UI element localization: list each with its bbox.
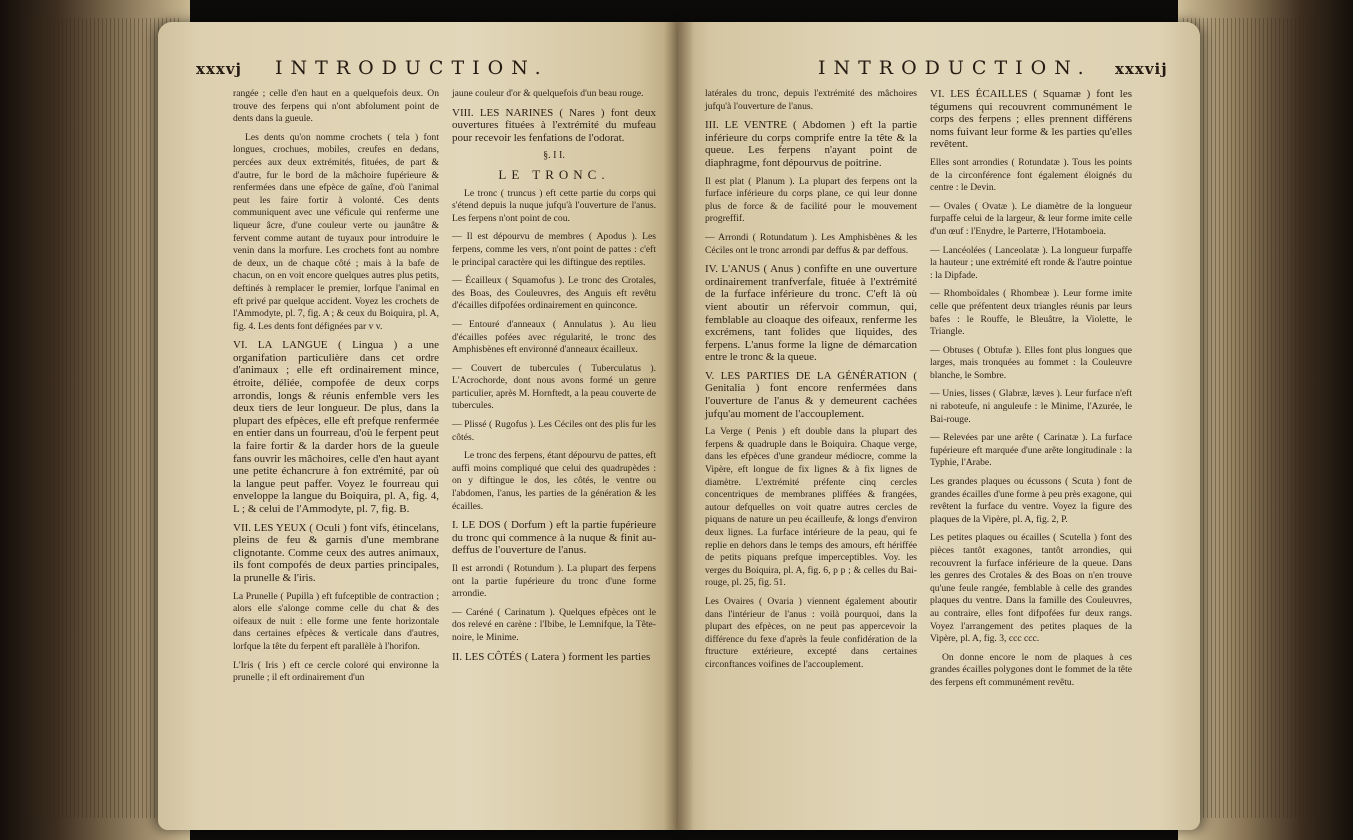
paragraph: — Obtuses ( Obtufæ ). Elles font plus longues que larges, mais tronquées au fommet : la Couleuvre blanche, le Sombre. [930,344,1132,381]
section-number: §. I I. [543,150,565,162]
paragraph: — Unies, lisses ( Glabræ, læves ). Leur furface n'eft ni raboteufe, ni anguleufe : le Minime, l'Azurée, le Bai-rouge. [930,388,1132,425]
right-folio: xxxvij [1115,60,1168,78]
paragraph: — Relevées par une arête ( Carinatæ ). La furface fupérieure eft marquée d'une arête longitudinale : la Typhie, l'Arabe. [930,432,1132,469]
paragraph: Les petites plaques ou écailles ( Scutella ) font des pièces tantôt exagones, tantôt arrondies, qui recouvrent la furface inférieure de la queue. Dans les genres des Crotales & des Boas on n'en trouve qu'une feule rangée, femblable à celle des grandes plaques du ventre. Dans la famille des Couleuvres, au contraire, elles font difpofées fur deux rangs. Voyez l'arrangement des petites plaques de la Vipère, pl. A, fig. 3, ccc ccc. [930,532,1132,645]
paragraph: L'Iris ( Iris ) eft ce cercle coloré qui environne la prunelle ; il eft ordinairement d'un [233,659,439,684]
paragraph: rangée ; celle d'en haut en a quelquefois deux. On trouve des ferpens qui n'ont abfolument point de dents dans la gueule. [233,88,439,125]
paragraph: Le tronc des ferpens, étant dépourvu de pattes, eft auffi moins compliqué que celui des quadrupèdes : on y diftingue le dos, les côtés, le ventre ou l'abdomen, l'anus, les parties de la génération & les écailles. [452,450,656,512]
section-heading: IV. L'ANUS ( Anus ) confifte en une ouverture ordinairement tranfverfale, fituée à l'extrémité de la furface inférieure du tronc. C'eft là où vient aboutir un réfervoir commun, qui, femblable au cloaque des oifeaux, renferme les excrémens, tant folides que liquides, des ferpens. L'anus forme la ligne de démarcation entre le tronc & la queue. [705,263,917,364]
section-heading: VII. LES YEUX ( Oculi ) font vifs, étincelans, pleins de feu & garnis d'une membrane clignotante. Comme ceux des autres animaux, ils font compofés de deux parties principales, la prunelle & l'iris. [233,521,439,584]
paragraph: Les dents qu'on nomme crochets ( tela ) font longues, crochues, mobiles, creufes en dedans, percées aux deux extrémités, fituées, de part & d'autre, fur le bord de la mâchoire fupérieure & renfermées dans une efpèce de gaîne, d'où l'animal peut les faire fortir à volonté. Ces dents communiquent avec une véficule qui renferme une liqueur âcre, d'une couleur verte ou jaunâtre & fervent comme autant de tuyaux pour introduire le venin dans la morfure. Les crochets font au nombre de deux, un de chaque côté ; mais à la bafe de chacun, on en voit encore quelques autres plus petits, deftinés à remplacer le premier, lorfque l'animal en eft privé par quelque accident. Voyez les crochets de l'Ammodyte, pl. 7, fig. A ; & ceux du Boiquira, pl. A, fig. 4. Les dents font défignées par v v. [233,131,439,332]
paragraph: jaune couleur d'or & quelquefois d'un beau rouge. [452,88,644,99]
right-column-2 [930,88,1132,696]
section-heading: VI. LES ÉCAILLES ( Squamæ ) font les tégumens qui recouvrent communément le corps des ferpens ; elles prennent différens noms fuivant leur forme & les parties qu'elles revêtent. [930,88,1132,151]
paragraph: — Arrondi ( Rotundatum ). Les Amphisbènes & les Céciles ont le tronc arrondi par deffus & par deffous. [705,231,917,256]
paragraph: — Plissé ( Rugofus ). Les Céciles ont des plis fur les côtés. [452,419,656,443]
left-column-2 [452,88,656,669]
paragraph: — Caréné ( Carinatum ). Quelques efpèces ont le dos relevé en carène : l'Ibibe, le Lemnifque, la Tête-noire, le Minime. [452,606,656,643]
right-page-edges [1178,0,1353,840]
section-heading: II. LES CÔTÉS ( Latera ) forment les parties [452,650,651,663]
section-heading: I. LE DOS ( Dorfum ) eft la partie fupérieure du tronc qui commence à la nuque & finit au-deffus de l'ouverture de l'anus. [452,519,656,557]
section-heading: VIII. LES NARINES ( Nares ) font deux ouvertures fituées à l'extrémité du mufeau pour recevoir les fenfations de l'odorat. [452,106,656,144]
paragraph: Elles sont arrondies ( Rotundatæ ). Tous les points de la circonférence font également éloignés du centre : le Devin. [930,156,1132,194]
left-column-1 [233,88,439,691]
left-running-title: INTRODUCTION. [275,57,549,79]
paragraph: Le tronc ( truncus ) eft cette partie du corps qui s'étend depuis la nuque jufqu'à l'ouverture de l'anus. Les ferpens n'ont point de cou. [452,187,656,224]
paragraph: Il est arrondi ( Rotundum ). La plupart des ferpens ont la partie fupérieure du tronc d'une forme arrondie. [452,563,656,600]
paragraph: latérales du tronc, depuis l'extrémité des mâchoires jufqu'à l'ouverture de l'anus. [705,88,917,112]
section-title: LE TRONC. [498,166,610,182]
paragraph: La Verge ( Penis ) eft double dans la plupart des ferpens & quadruple dans le Boiquira. Chaque verge, dans les efpèces d'une grandeur médiocre, comme la Vipère, eft longue de fix lignes & à fix lignes de diamètre. L'extrémité préfente cinq cercles concentriques de membranes pliffées & frangées, autour defquelles on voit quatre autres cercles de piquans de nature un peu écailleufe, & longs d'environ deux lignes. La furface intérieure de la peau, qui fe replie en dehors dans le temps des amours, eft hériffée de petits piquans prefque imperceptibles. Voy. les verges du Boiquira, pl. A, fig. 6, p p ; & celles du Bai-rouge, pl. 25, fig. 51. [705,426,917,589]
right-column-1 [705,88,917,678]
paragraph: — Il est dépourvu de membres ( Apodus ). Les ferpens, comme les vers, n'ont point de pattes : c'eft le principal caractère qui les diftingue des reptiles. [452,231,656,268]
paragraph: — Couvert de tubercules ( Tuberculatus ). L'Acrochorde, dont nous avons formé un genre particulier, après M. Hornftedt, a la peau couverte de tubercules. [452,362,656,412]
book-gutter [664,22,694,830]
paragraph: — Entouré d'anneaux ( Annulatus ). Au lieu d'écailles pofées avec régularité, le tronc des Amphisbènes eft environné d'anneaux écailleux. [452,318,656,356]
paragraph: La Prunelle ( Pupilla ) eft fufceptible de contraction ; alors elle s'alonge comme celle du chat & des oifeaux de nuit : elle forme une fente horizontale dans certaines efpèces & verticale dans d'autres, lorfque la tête du ferpent eft parallèle à l'horifon. [233,590,439,652]
right-running-title: INTRODUCTION. [818,57,1092,79]
section-heading: VI. LA LANGUE ( Lingua ) a une organifation particulière dans cet ordre d'animaux ; elle eft ordinairement mince, étroite, déliée, compofée de deux corps arrondis, longs & réunis enfemble vers les deux tiers de leur longueur. De plus, dans la plupart des efpèces, elle eft prefque renfermée en entier dans un fourreau, d'où le ferpent peut la faire fortir & la darder hors de la gueule fans ouvrir les mâchoires, celle d'en haut ayant une petite échancrure à fon extrémité, par où la langue peut paffer. Voyez le fourreau qui enveloppe la langue du Boiquira, pl. A, fig. 4, L ; & celui de l'Ammodyte, pl. 7, fig. B. [233,339,440,515]
section-heading: III. LE VENTRE ( Abdomen ) eft la partie inférieure du corps comprife entre la tête & la queue. Les ferpens n'ayant point de diaphragme, font dépourvus de poitrine. [705,119,917,169]
paragraph: — Rhomboïdales ( Rhombeæ ). Leur forme imite celle que préfentent deux triangles réunis par leurs bafes : le Rouffe, le Bleuâtre, la Violette, le Triangle. [930,288,1132,338]
paragraph: On donne encore le nom de plaques à ces grandes écailles polygones dont le fommet de la tête des ferpens eft communément revêtu. [930,651,1132,688]
paragraph: — Ovales ( Ovatæ ). Le diamètre de la longueur furpaffe celui de la largeur, & leur forme imite celle d'un œuf : l'Enydre, le Parterre, l'Hotamboeia. [930,200,1132,237]
paragraph: — Écailleux ( Squamofus ). Le tronc des Crotales, des Boas, des Couleuvres, des Anguis eft revêtu d'écailles difpofées ordinairement en quinconce. [452,275,656,312]
paragraph: Les grandes plaques ou écussons ( Scuta ) font de grandes écailles d'une forme à peu près exagone, qui revêtent la furface du ventre. Voyez la figure des plaques de la Vipère, pl. A, fig. 2, P. [930,476,1132,525]
section-heading: V. LES PARTIES DE LA GÉNÉRATION ( Genitalia ) font encore renfermées dans l'ouverture de l'anus & y demeurent cachées jufqu'au moment de l'accouplement. [705,369,917,420]
left-folio: xxxvj [196,60,242,78]
paragraph: — Lancéolées ( Lanceolatæ ). La longueur furpaffe la hauteur ; une extrémité eft ronde & l'autre pointue : la Dipfade. [930,244,1132,281]
paragraph: Les Ovaires ( Ovaria ) viennent également aboutir dans l'intérieur de l'anus : voilà pourquoi, dans la plupart des efpèces, on ne peut pas appercevoir la différence du fexe d'après la feule confidération de la ftructure extérieure, excepté dans certaines circonftances voifines de l'accouplement. [705,595,917,670]
paragraph: Il est plat ( Planum ). La plupart des ferpens ont la furface inférieure du corps plane, ce qui leur donne plus de force & de facilité pour le mouvement progreffif. [705,175,917,225]
